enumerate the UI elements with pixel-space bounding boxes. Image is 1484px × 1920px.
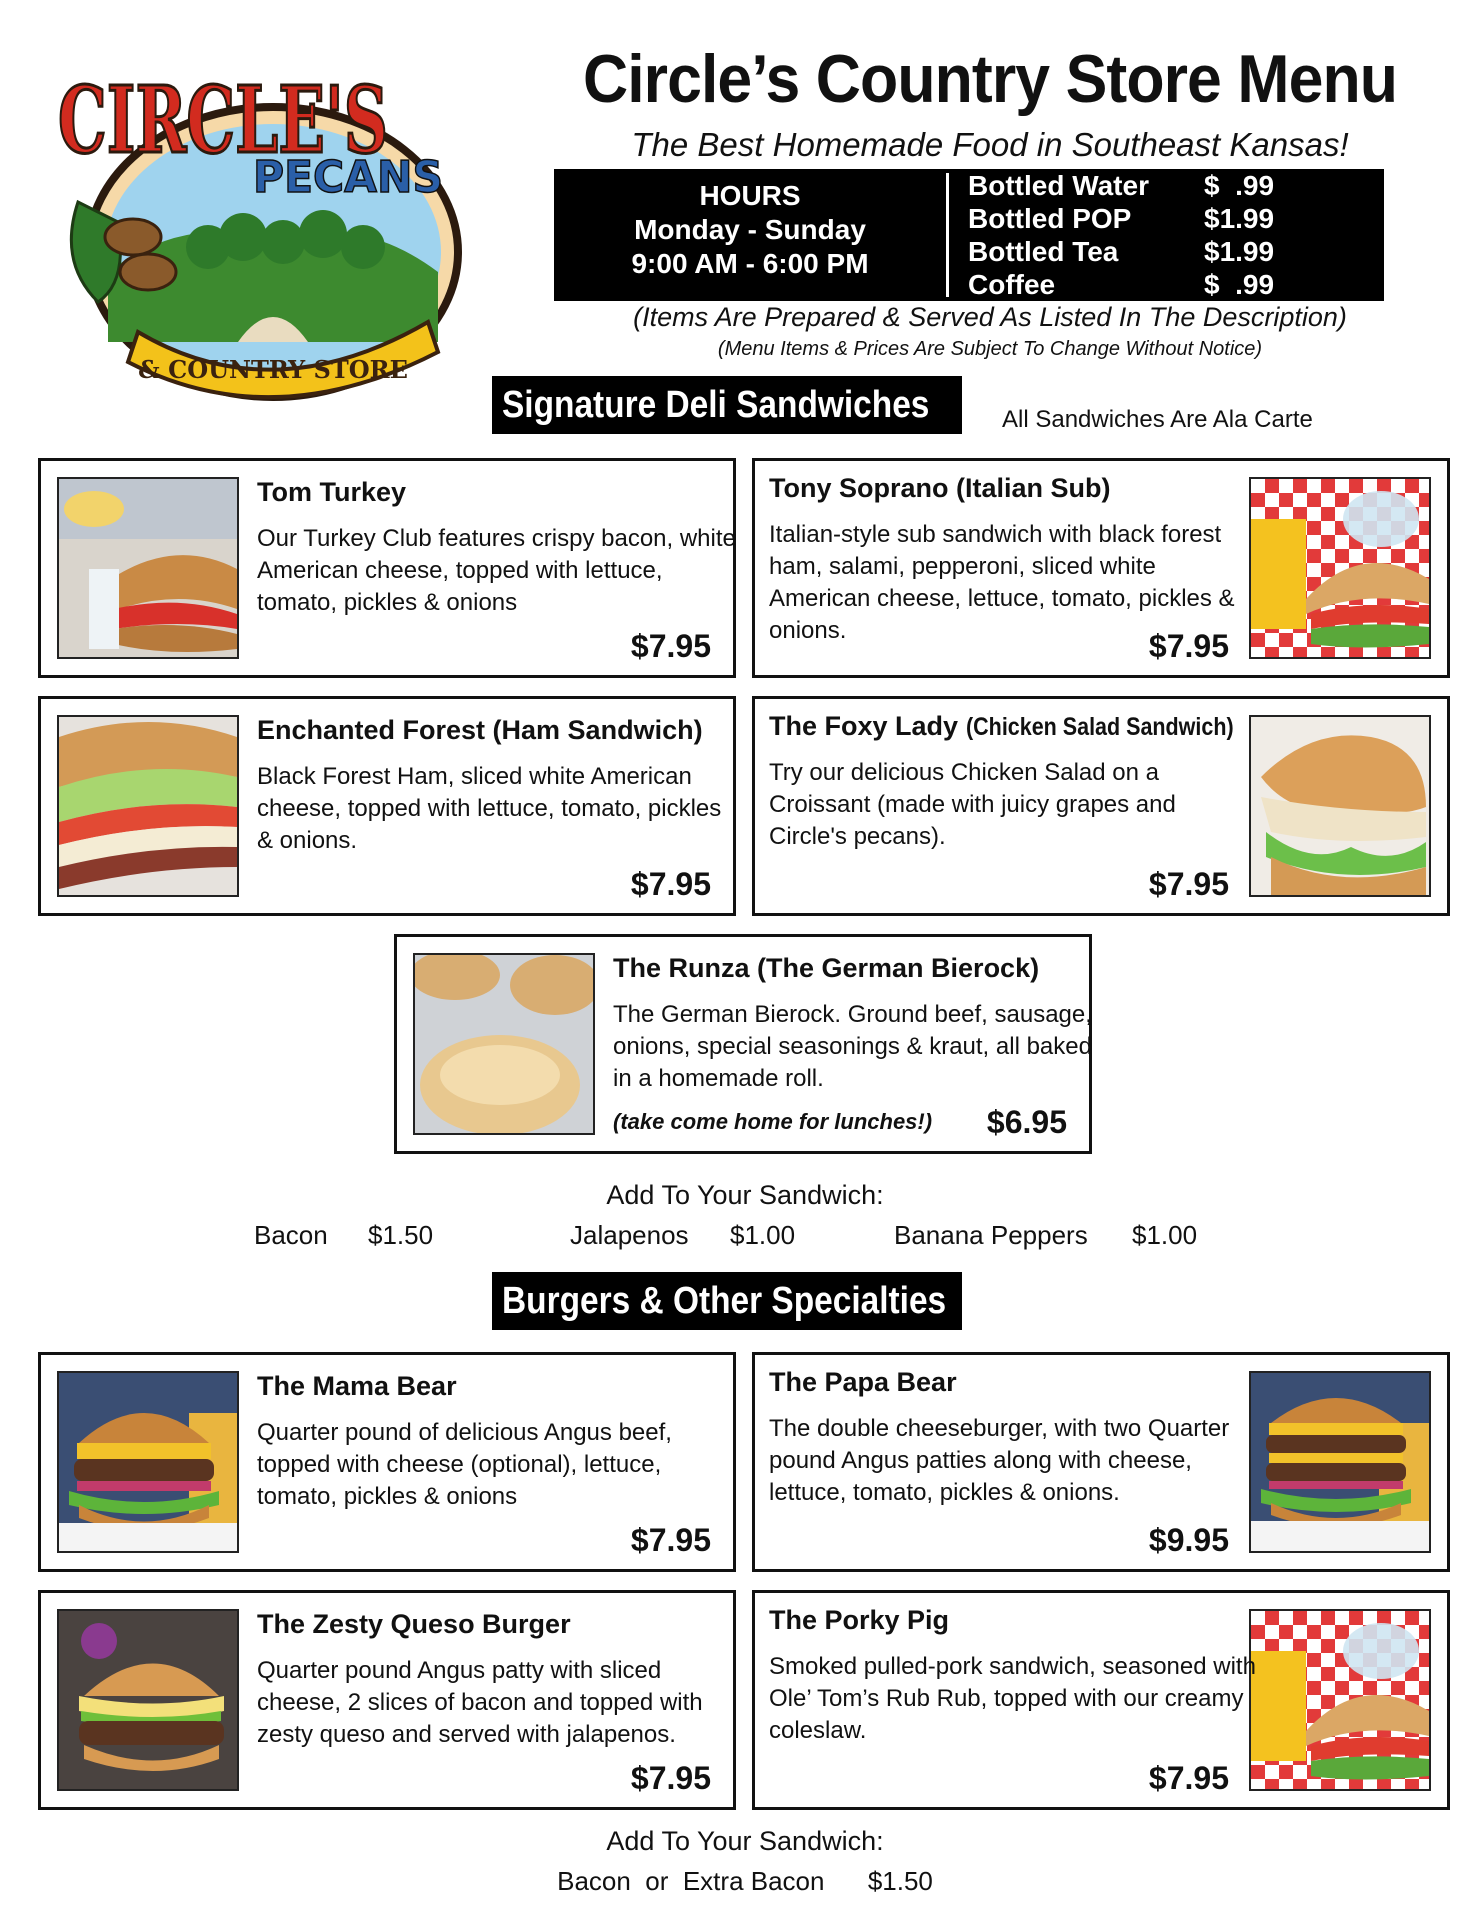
drink-item xyxy=(968,169,1378,202)
item-description: Quarter pound Angus patty with sliced cheese, 2 slices of bacon and topped with zesty queso and served with jalapenos. xyxy=(257,1657,703,1748)
item-description: Italian-style sub sandwich with black forest ham, salami, pepperoni, sliced white American cheese, lettuce, tomato, pickles & onions. xyxy=(769,521,1235,644)
item-price: $6.95 xyxy=(986,1104,1067,1140)
menu-item-zesty-queso-burger xyxy=(38,1590,736,1810)
drink-item xyxy=(968,235,1378,268)
divider xyxy=(946,173,949,297)
menu-item-foxy-lady xyxy=(752,696,1450,916)
item-name: The Foxy Lady (Chicken Salad Sandwich) xyxy=(769,711,1234,741)
addons-title: Add To Your Sandwich: xyxy=(606,1826,884,1856)
burger-photo xyxy=(57,1609,239,1791)
addon-name: Banana Peppers xyxy=(894,1220,1088,1250)
item-price: $7.95 xyxy=(1148,866,1229,902)
menu-item-mama-bear xyxy=(38,1352,736,1572)
svg-text:PECANS: PECANS xyxy=(253,152,443,203)
drink-price: $ .99 xyxy=(1204,170,1275,201)
item-price: $7.95 xyxy=(630,866,711,902)
drink-name: Bottled POP xyxy=(968,203,1132,234)
item-name: The Porky Pig xyxy=(769,1605,950,1635)
item-description: The German Bierock. Ground beef, sausage, onions, special seasonings & kraut, all baked in a homemade roll. xyxy=(613,1001,1092,1092)
drink-name: Bottled Tea xyxy=(968,236,1119,267)
item-extra-note: (take come home for lunches!) xyxy=(613,1109,933,1134)
item-name: Tom Turkey xyxy=(257,477,407,507)
section-title-burgers: Burgers & Other Specialties xyxy=(492,1272,962,1330)
menu-item-porky-pig xyxy=(752,1590,1450,1810)
ala-carte-note: All Sandwiches Are Ala Carte xyxy=(1002,406,1313,433)
item-price: $7.95 xyxy=(1148,1760,1229,1796)
drink-item xyxy=(968,202,1378,235)
item-price: $7.95 xyxy=(630,628,711,664)
menu-item-enchanted-forest xyxy=(38,696,736,916)
item-price: $7.95 xyxy=(630,1760,711,1796)
item-name: The Papa Bear xyxy=(769,1367,957,1397)
addon-name: Bacon xyxy=(254,1220,328,1250)
item-description: Quarter pound of delicious Angus beef, topped with cheese (optional), lettuce, tomato, pickles & onions xyxy=(257,1419,672,1510)
item-name: The Zesty Queso Burger xyxy=(257,1609,571,1639)
addon-line: Bacon or Extra Bacon $1.50 xyxy=(557,1866,933,1896)
drink-name: Coffee xyxy=(968,269,1056,300)
drink-price: $1.99 xyxy=(1204,203,1275,234)
hours-block xyxy=(554,179,946,281)
addon-name: Jalapenos xyxy=(570,1220,689,1250)
hours-days: Monday - Sunday xyxy=(634,214,866,245)
item-subtitle: (Chicken Salad Sandwich) xyxy=(965,713,1234,741)
menu-item-runza xyxy=(394,934,1092,1154)
drink-price: $ .99 xyxy=(1204,269,1275,300)
burger-photo xyxy=(57,1371,239,1553)
item-price: $7.95 xyxy=(630,1522,711,1558)
drinks-list xyxy=(968,169,1378,301)
item-description: Smoked pulled-pork sandwich, seasoned with Ole’ Tom’s Rub Rub, topped with our creamy coleslaw. xyxy=(769,1653,1256,1744)
item-description: The double cheeseburger, with two Quarter pound Angus patties along with cheese, lettuce, tomato, pickles & onions. xyxy=(769,1415,1230,1506)
sandwich-photo xyxy=(57,477,239,659)
tagline: The Best Homemade Food in Southeast Kansas! xyxy=(631,126,1349,163)
addon-price: $1.50 xyxy=(368,1220,434,1250)
svg-text:& COUNTRY STORE: & COUNTRY STORE xyxy=(138,355,408,384)
bierock-photo xyxy=(413,953,595,1135)
section-title-deli: Signature Deli Sandwiches xyxy=(492,376,962,434)
item-name: The Runza (The German Bierock) xyxy=(613,953,1040,983)
hours-label: HOURS xyxy=(699,180,801,211)
drink-name: Bottled Water xyxy=(968,170,1149,201)
store-logo xyxy=(38,42,498,412)
svg-text:CIRCLE'S: CIRCLE'S xyxy=(58,66,388,174)
sandwich-photo xyxy=(1249,715,1431,897)
item-description: Try our delicious Chicken Salad on a Croissant (made with juicy grapes and Circle's pecans). xyxy=(769,759,1176,850)
item-price: $9.95 xyxy=(1148,1522,1229,1558)
sandwich-photo xyxy=(1249,1609,1431,1791)
drink-price: $1.99 xyxy=(1204,236,1275,267)
menu-item-papa-bear xyxy=(752,1352,1450,1572)
item-name: Enchanted Forest (Ham Sandwich) xyxy=(257,715,703,745)
menu-item-tom-turkey xyxy=(38,458,736,678)
addons-title: Add To Your Sandwich: xyxy=(606,1180,884,1210)
menu-title: Circle’s Country Store Menu xyxy=(582,41,1398,117)
sandwich-photo xyxy=(1249,477,1431,659)
item-price: $7.95 xyxy=(1148,628,1229,664)
menu-item-tony-soprano xyxy=(752,458,1450,678)
item-description: Our Turkey Club features crispy bacon, white American cheese, topped with lettuce, tomato, pickles & onions xyxy=(257,525,736,616)
drink-item xyxy=(968,268,1378,301)
item-name: Tony Soprano (Italian Sub) xyxy=(769,473,1111,503)
item-name: The Mama Bear xyxy=(257,1371,457,1401)
item-description: Black Forest Ham, sliced white American cheese, topped with lettuce, tomato, pickles & onions. xyxy=(257,763,722,854)
hours-and-drinks-bar xyxy=(554,169,1384,301)
prepared-note: (Items Are Prepared & Served As Listed In The Description) xyxy=(633,302,1347,332)
addon-price: $1.00 xyxy=(730,1220,796,1250)
hours-time: 9:00 AM - 6:00 PM xyxy=(631,248,869,279)
addon-price: $1.00 xyxy=(1132,1220,1198,1250)
price-change-note: (Menu Items & Prices Are Subject To Change Without Notice) xyxy=(717,338,1263,360)
sandwich-photo xyxy=(57,715,239,897)
burger-photo xyxy=(1249,1371,1431,1553)
